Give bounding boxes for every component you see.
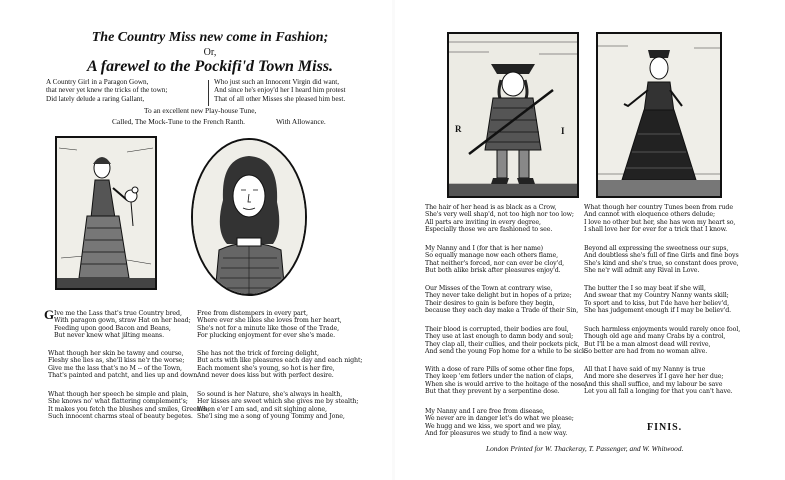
verse-line: And swear that my Country Nanny wants skill;	[584, 292, 729, 300]
verse-line: She knows no' what flattering complement's;	[48, 398, 188, 406]
verse-line: Feeding upon good Bacon and Beans,	[54, 324, 171, 332]
verse-line: Fleshy she lies as, she'll kiss ne'r the worse;	[48, 357, 185, 365]
verse-line: Our Misses of the Town at contrary wise,	[425, 285, 553, 292]
verse-line: What though her speech be simple and plain,	[48, 391, 189, 398]
allowance-line: With Allowance.	[276, 117, 326, 126]
verse-line: And send the young Fop home for a while to be sick.	[425, 347, 588, 355]
verse-line: Though old age and many Crabs by a control,	[584, 333, 726, 341]
verse-line: With a dose of rare Pills of some other fine fops,	[425, 366, 575, 373]
verse-line: But never knew what jilting means.	[54, 331, 164, 339]
verse-line: Such harmless enjoyments would rarely once fool,	[584, 326, 741, 333]
woman-woodcut-image	[598, 34, 720, 196]
verse-stanza	[584, 204, 735, 233]
verse-line: And never does kiss but with perfect desire.	[197, 371, 334, 379]
verse-line: But that they prevent by a serpentine dose.	[425, 387, 560, 395]
intro-line: And since he's enjoy'd her I heard him protest	[214, 86, 346, 95]
picture-letter-i: I	[561, 126, 565, 136]
verse-line: She ne'r will admit any Rival in Love.	[584, 266, 700, 274]
verse-line: She'l sing me a song of young Tommy and Jone,	[197, 412, 345, 420]
intro-line: Who just such an Innocent Virgin did want,	[214, 78, 340, 86]
verse-line: I love no other but her, she has won my heart so,	[584, 218, 736, 226]
verse-line: Let you all fall a longing for that you can't have.	[584, 387, 733, 395]
intro-right-block	[214, 78, 346, 103]
drop-cap: G	[44, 307, 55, 322]
verse-line: So better are had from no woman alive.	[584, 347, 708, 355]
ballad-title-line2: A farewel to the Pockifi'd Town Miss.	[86, 58, 334, 75]
verse-stanza	[425, 285, 578, 314]
verse-line: My Nanny and I are free from disease,	[425, 408, 545, 415]
verse-line: So sound is her Nature, she's always in health,	[197, 391, 343, 398]
verse-line: We never are in danger let's do what we please;	[425, 415, 574, 423]
verse-line: But I'll be a man almost dead will revive,	[584, 340, 711, 348]
verse-line: The butter the I so may beat if she will,	[584, 285, 706, 292]
verse-line: She has not the trick of forcing delight,	[197, 350, 319, 357]
verse-line: For plucking enjoyment for ever she's made.	[197, 331, 336, 339]
verse-line: My Nanny and I (for that is her name)	[425, 245, 544, 252]
verse-line: Give me the lass that's no M -- of the Town,	[48, 364, 182, 372]
verse-line: So equally manage now each others flame,	[425, 252, 559, 260]
picture-letter-r: R	[455, 124, 462, 134]
verse-line: Such innocent charms steal of beauty begetes.	[48, 412, 193, 420]
verse-line: Free from distempers in every part,	[197, 310, 308, 317]
gallant-portrait-woodcut	[191, 138, 307, 296]
gallant-portrait-image	[193, 140, 305, 294]
verse-line: We hugg and we kiss, we sport and we play,	[425, 422, 562, 430]
verse-line: She's very well shap'd, not too high nor too low;	[425, 211, 574, 219]
verse-stanza	[425, 326, 588, 355]
verse-line: What though her country Tunes been from rude	[584, 204, 733, 211]
verse-line: When she is would arrive to the hoitage of the nose,	[425, 380, 587, 388]
verse-line: And doubtless she's full of fine Girls and fine boys	[584, 252, 739, 260]
man-woodcut	[447, 32, 579, 198]
intro-line: A Country Girl in a Paragon Gown,	[46, 78, 149, 86]
verse-stanza	[425, 204, 574, 233]
verse-line: And cannot with eloquence others delude;	[584, 211, 716, 219]
finis-label: FINIS.	[647, 422, 683, 433]
verse-line: It makes you fetch the blushes and smiles, Greenes;	[48, 405, 210, 413]
verse-line: because they each day make a Trade of their Sin,	[425, 306, 579, 314]
verse-line: They keep 'em fetlers under the nation of claps,	[425, 373, 574, 381]
verse-line: They use at last enough to damn body and soul;	[425, 333, 574, 341]
verse-line: They never take delight but in hopes of a prize;	[425, 292, 572, 300]
verse-stanza	[425, 366, 587, 395]
verse-line: To sport and to kiss, but I'de have her believ'd,	[584, 299, 729, 307]
verse-line: All that I have said of my Nanny is true	[584, 366, 706, 373]
verse-line: And for pleasures we study to find a new way.	[425, 429, 568, 437]
verse-line: But acts with like pleasures each day and each night;	[197, 357, 363, 365]
verse-line: Where ever she likes she loves from her heart,	[197, 317, 342, 325]
intro-left-block	[46, 78, 167, 103]
verse-stanza	[584, 366, 733, 395]
verse-stanza	[48, 350, 200, 379]
verse-line: I shall love her for ever for a trick that I know.	[584, 225, 728, 233]
verse-line: She has judgement enough if I may be believ'd.	[584, 306, 732, 314]
verse-line: Each moment she's young, so hot is her fire,	[197, 364, 335, 372]
verse-line: All parts are inviting in every degree,	[425, 218, 541, 226]
verse-line: And more she deserves if I gave her her due;	[584, 373, 724, 381]
verse-stanza	[584, 326, 740, 355]
verse-line: Her kisses are sweet which she gives me by stealth;	[197, 398, 359, 406]
intro-divider	[208, 80, 209, 106]
verse-stanza	[425, 408, 574, 437]
ballad-title-line1: The Country Miss new come in Fashion;	[91, 30, 329, 45]
verse-stanza	[197, 350, 362, 379]
verse-stanza	[584, 245, 739, 274]
verse-line: That neither's forced, nor can ever be cloy'd,	[425, 259, 565, 267]
verse-line: Beyond all expressing the sweetness our sups,	[584, 245, 729, 252]
called-line: Called, The Mock-Tune to the French Ranth.	[112, 117, 246, 126]
verse-line: But both alike brisk after pleasures enjoy'd.	[425, 266, 561, 274]
verse-stanza	[425, 245, 564, 274]
verse-stanza	[197, 391, 358, 420]
tune-line: To an excellent new Play-house Tune,	[144, 106, 257, 115]
verse-line: What though her skin be tawny and course,	[48, 350, 184, 357]
verse-line: She's not for a minute like those of the Trade,	[197, 324, 340, 332]
intro-line: Did lately delude a raring Gallant,	[46, 94, 145, 103]
page-fold	[392, 0, 395, 480]
man-woodcut-image	[449, 34, 577, 196]
verse-line: She's kind and she's true, so constant does prove,	[584, 259, 739, 267]
verse-stanza	[197, 310, 342, 339]
verse-line: When e'er I am sad, and sit sighing alone,	[197, 405, 327, 413]
verse-line: Ive me the Lass that's true Country bred,	[54, 310, 182, 317]
verse-stanza	[48, 391, 210, 420]
verse-line: That's painted and patcht, and lies up and down.	[48, 371, 200, 379]
ballad-title-or: Or,	[203, 47, 217, 58]
intro-line: that never yet knew the tricks of the town;	[46, 86, 168, 95]
verse-line: Their desires to gain is before they begin,	[425, 299, 555, 307]
verse-line: They clap all, their cullies, and their pockets pick,	[425, 340, 580, 348]
verse-line: The hair of her head is as black as a Crow,	[425, 204, 557, 211]
country-girl-woodcut	[55, 136, 157, 290]
verse-line: Especially those we are fashioned to see.	[425, 225, 553, 233]
verse-line: And this shall suffice, and my labour be save	[584, 380, 723, 388]
verse-stanza	[54, 310, 194, 339]
printer-imprint: London Printed for W. Thackeray, T. Passenger, and W. Whitwood.	[486, 444, 684, 453]
verse-line: Their blood is corrupted, their bodies are foul,	[425, 326, 569, 333]
woman-woodcut	[596, 32, 722, 198]
verse-stanza	[584, 285, 731, 314]
country-girl-woodcut-image	[57, 138, 155, 288]
intro-line: That of all other Misses she pleased him best.	[214, 94, 346, 103]
verse-line: With paragon gown, straw Hat on her head;	[54, 317, 191, 325]
